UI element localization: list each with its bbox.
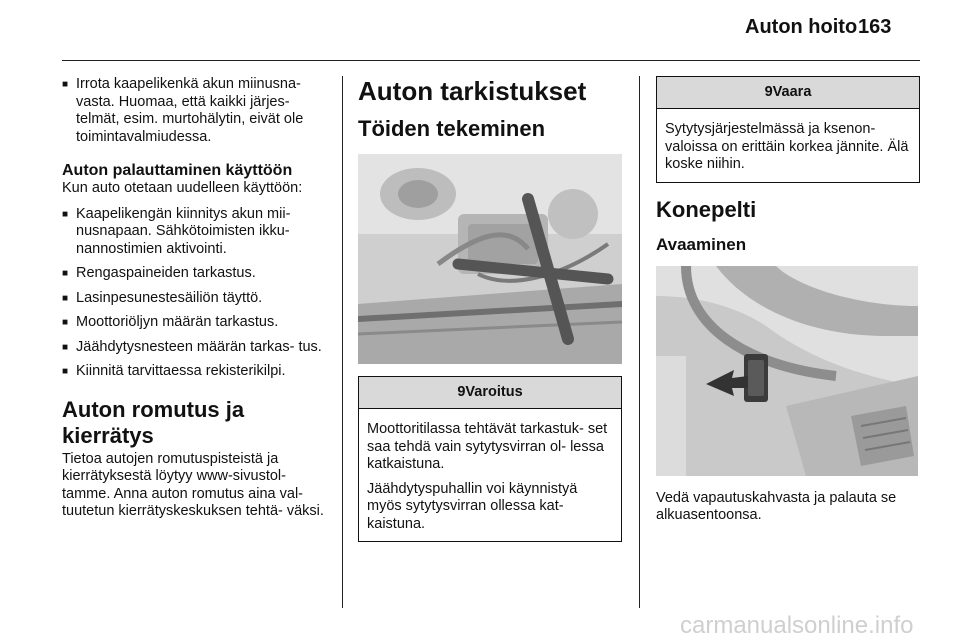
engine-bay-image [358,154,622,364]
section-heading-work: Töiden tekeminen [358,116,546,141]
warning-paragraph: Jäähdytyspuhallin voi käynnistyä myös sytytysvirran ollessa kat- kaistuna. [367,480,578,532]
header-rule [62,60,920,61]
section-intro: Kun auto otetaan uudelleen käyttöön: [62,180,303,196]
chapter-heading: Auton tarkistukset [358,76,587,106]
intro-bullet: ■ Irrota kaapelikenkä akun miinusna- vasta. Huomaa, että kaikki järjes- telmät, esim. murtohälytin, eivät ole toimintavalmiudessa. [62,76,328,146]
warning-icon: 9 [457,384,466,400]
warning-paragraph: Moottoritilassa tehtävät tarkastuk- set saa tehdä vain sytytysvirran ol- lessa katkaistuna. [367,421,608,472]
warning-body [359,409,621,541]
warning-header [359,377,621,409]
list-item: ■ Rengaspaineiden tarkastus. [62,265,328,283]
running-title: Auton hoito [745,16,858,38]
column-2 [358,76,622,542]
column-1 [62,76,328,521]
danger-icon: 9 [764,84,773,100]
watermark-text: carmanualsonline.info [680,612,914,639]
list-item: ■ Kiinnitä tarvittaessa rekisterikilpi. [62,363,328,381]
restore-bullet-list [62,206,328,381]
list-item: ■ Jäähdytysnesteen määrän tarkas- tus. [62,339,328,357]
section-heading-recycling: Auton romutus ja kierrätys [62,396,245,448]
hood-release-image [656,266,918,476]
column-3 [656,76,920,525]
danger-box [656,76,920,183]
recycling-text: Tietoa autojen romutuspisteistä ja kierrätyksestä löytyy www-sivustol- tamme. Anna auton romutus aina val- tuutetun kierrätyskeskuksen tehtä- väksi. [62,450,324,519]
danger-paragraph: Sytytysjärjestelmässä ja ksenon- valoissa on erittäin korkea jännite. Älä koske niihin. [665,121,909,172]
page-number: 163 [858,16,892,38]
warning-box [358,376,622,542]
danger-title: Vaara [772,84,812,100]
list-item: ■ Lasinpesunestesäiliön täyttö. [62,290,328,308]
column-divider-1 [342,76,343,608]
section-heading-hood: Konepelti [656,196,757,222]
danger-body [657,109,919,182]
danger-header [657,77,919,109]
section-heading-restore: Auton palauttaminen käyttöön [62,162,293,179]
column-divider-2 [639,76,640,608]
list-item: ■ Kaapelikengän kiinnitys akun mii- nusnapaan. Sähkötoimisten ikku- nannostimien aktivointi. [62,206,328,259]
hood-caption: Vedä vapautuskahvasta ja palauta se alkuasentoonsa. [656,489,897,523]
warning-title: Varoitus [465,384,523,400]
subheading-opening: Avaaminen [656,234,747,254]
list-item: ■ Moottoriöljyn määrän tarkastus. [62,314,328,332]
